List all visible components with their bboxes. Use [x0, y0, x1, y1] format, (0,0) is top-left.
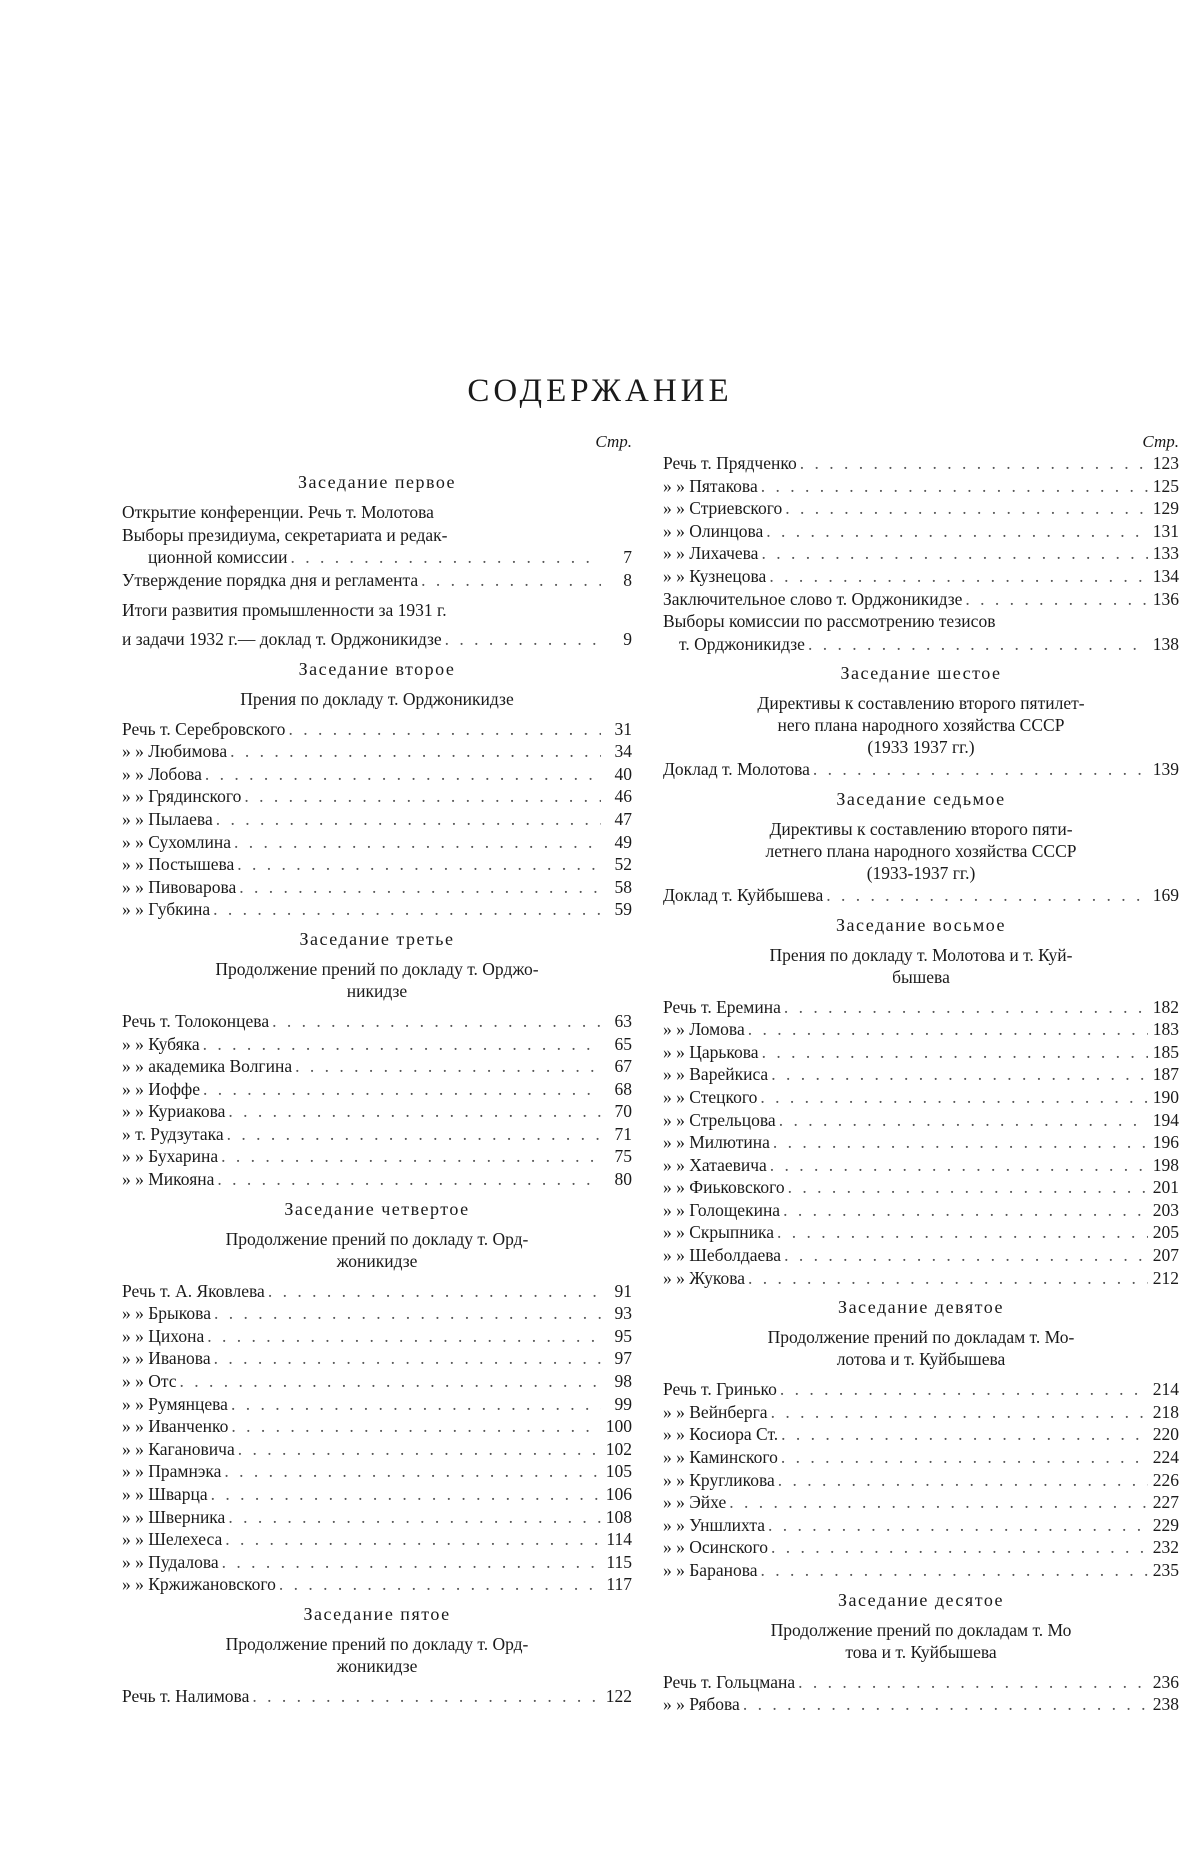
toc-entry-text: » » Вейнберга	[663, 1401, 768, 1422]
toc-entry-page: 93	[614, 1303, 632, 1324]
toc-entry-text: Речь т. Гольцмана	[663, 1671, 796, 1692]
toc-entry	[663, 1176, 1179, 1199]
toc-entry	[663, 452, 1179, 475]
toc-entry	[122, 1100, 632, 1123]
toc-entry-page: 134	[1152, 565, 1179, 586]
toc-entry-text: » » Косиора Ст.	[663, 1424, 779, 1445]
page-column-label: Стр.	[595, 432, 632, 451]
toc-entry-page: 114	[606, 1529, 632, 1550]
toc-entry	[122, 1483, 632, 1506]
toc-entry-page: 183	[1152, 1019, 1179, 1040]
toc-entry-text: ционной комиссии	[148, 547, 288, 568]
toc-entry	[663, 1221, 1179, 1244]
toc-line: Открытие конференции. Речь т. Молотова	[122, 502, 434, 522]
section-heading: Заседание восьмое	[836, 914, 1006, 935]
toc-entry-page: 7	[623, 547, 632, 568]
toc-entry-text: » » Пивоварова	[122, 876, 237, 897]
toc-entry-text: » » Иоффе	[122, 1078, 200, 1099]
toc-entry-page: 49	[614, 831, 632, 852]
toc-entry	[663, 1063, 1179, 1086]
section-heading: Заседание первое	[297, 472, 457, 492]
toc-entry	[122, 808, 632, 831]
toc-entry-page: 203	[1152, 1199, 1179, 1220]
toc-entry-text: Утверждение порядка дня и регламента	[122, 569, 419, 590]
toc-entry	[122, 1551, 632, 1574]
toc-entry	[663, 1154, 1179, 1177]
toc-entry-page: 236	[1152, 1671, 1179, 1692]
toc-entry	[663, 542, 1179, 565]
toc-entry-text: » » Куриакова	[122, 1101, 226, 1122]
section-description-line: него плана народного хозяйства СССР	[777, 715, 1065, 736]
page-column-label: Стр.	[1142, 432, 1179, 451]
toc-entry	[122, 1280, 632, 1303]
toc-entry-text: » » Отс	[122, 1371, 177, 1392]
toc-entry-text: » » Шварца	[122, 1484, 208, 1504]
toc-entry	[122, 1325, 632, 1348]
toc-entry	[663, 633, 1179, 656]
toc-entry-text: » » Микояна	[122, 1169, 215, 1190]
toc-entry-text: » » Иванченко	[122, 1416, 229, 1437]
toc-entry-page: 46	[614, 786, 632, 807]
toc-entry-page: 63	[614, 1010, 632, 1031]
toc-entry	[663, 1378, 1179, 1401]
toc-entry-text: » » Брыкова	[122, 1303, 211, 1324]
section-description-line: (1933 1937 гг.)	[867, 737, 975, 758]
toc-entry-text: » » Каминского	[663, 1447, 778, 1468]
toc-entry-text: » » Лобова	[122, 763, 202, 784]
toc-entry	[122, 1415, 632, 1438]
section-description-line: Прения по докладу т. Молотова и т. Куй-	[769, 944, 1073, 965]
toc-entry-page: 106	[605, 1484, 632, 1504]
toc-entry-page: 47	[614, 808, 632, 829]
toc-entry-page: 71	[614, 1123, 632, 1144]
toc-entry-page: 100	[605, 1416, 632, 1437]
toc-entry-text: » » Хатаевича	[663, 1154, 767, 1175]
toc-entry-page: 214	[1152, 1379, 1179, 1400]
toc-entry-text: » » Сухомлина	[122, 831, 232, 852]
toc-entry	[663, 1514, 1179, 1537]
toc-entry	[663, 1446, 1179, 1469]
toc-entry-page: 40	[614, 763, 632, 784]
toc-entry-text: » » Стрельцова	[663, 1109, 776, 1130]
toc-entry-page: 169	[1152, 884, 1179, 905]
toc-entry	[663, 1423, 1179, 1446]
toc-entry-text: Речь т. А. Яковлева	[122, 1280, 265, 1301]
toc-entry-text: » т. Рудзутака	[122, 1123, 224, 1144]
toc-entry	[122, 1033, 632, 1056]
toc-entry-page: 58	[614, 876, 632, 897]
toc-entry	[122, 763, 632, 786]
toc-entry-text: т. Орджоникидзе	[679, 633, 805, 654]
toc-entry	[663, 1536, 1179, 1559]
toc-entry-page: 97	[614, 1348, 632, 1369]
toc-entry-page: 232	[1152, 1537, 1179, 1558]
toc-entry-text: » » Шверника	[122, 1506, 226, 1527]
section-description-line: Продолжение прений по докладу т. Орд-	[225, 1633, 529, 1654]
toc-entry-text: Речь т. Серебровского	[122, 718, 286, 739]
toc-line: Выборы комиссии по рассмотрению тезисов	[663, 611, 996, 632]
toc-entry-page: 190	[1152, 1086, 1179, 1107]
toc-entry	[663, 1131, 1179, 1154]
section-description-line: никидзе	[346, 980, 408, 1001]
toc-entry-page: 67	[614, 1056, 632, 1077]
toc-entry-text: » » Шелехеса	[122, 1529, 223, 1550]
section-description-line: лотова и т. Куйбышева	[836, 1349, 1006, 1370]
toc-entry	[122, 1685, 632, 1708]
toc-entry	[122, 898, 632, 921]
toc-entry-page: 102	[605, 1438, 632, 1459]
section-heading: Заседание четвертое	[284, 1198, 470, 1219]
toc-entry-text: » » Прамнэка	[122, 1461, 222, 1482]
toc-entry	[122, 1528, 632, 1551]
toc-entry-text: » » Осинского	[663, 1537, 769, 1558]
toc-entry-text: » » Ломова	[663, 1019, 745, 1040]
toc-line: Выборы президиума, секретариата и редак-	[122, 524, 448, 545]
page-title: СОДЕРЖАНИЕ	[467, 373, 733, 409]
toc-entry-text: Речь т. Еремина	[663, 996, 781, 1017]
toc-entry-text: » » Уншлихта	[663, 1514, 765, 1535]
toc-entry-page: 235	[1152, 1560, 1179, 1580]
toc-entry-page: 99	[614, 1393, 632, 1414]
toc-entry	[663, 884, 1179, 907]
toc-entry	[122, 831, 632, 854]
toc-entry-page: 205	[1152, 1222, 1179, 1243]
toc-entry-text: » » Пудалова	[122, 1551, 219, 1572]
section-heading: Заседание девятое	[838, 1297, 1004, 1318]
toc-entry-page: 115	[606, 1551, 632, 1572]
section-description: Прения по докладу т. Орджоникидзе	[240, 688, 514, 709]
toc-entry-page: 65	[614, 1033, 632, 1054]
toc-entry-text: » » Стецкого	[663, 1086, 758, 1107]
toc-entry-page: 182	[1152, 996, 1179, 1017]
toc-entry	[122, 1506, 632, 1529]
section-heading: Заседание десятое	[837, 1589, 1005, 1610]
toc-entry	[663, 520, 1179, 543]
section-heading: Заседание пятое	[303, 1603, 451, 1624]
section-description-line: бышева	[892, 966, 950, 987]
toc-entry-text: » » Кагановича	[122, 1438, 235, 1459]
toc-entry	[122, 1168, 632, 1191]
toc-entry-text: Речь т. Прядченко	[663, 453, 797, 473]
toc-entry-text: » » Фиьковского	[663, 1177, 785, 1198]
toc-entry	[122, 718, 632, 741]
toc-entry	[122, 1010, 632, 1033]
toc-entry-page: 133	[1152, 543, 1179, 564]
toc-column-right	[663, 432, 1179, 1716]
toc-entry-text: Доклад т. Молотова	[663, 759, 810, 780]
toc-entry	[122, 876, 632, 899]
toc-entry-page: 34	[614, 741, 632, 762]
toc-entry	[122, 1460, 632, 1483]
toc-entry-page: 138	[1152, 633, 1179, 654]
toc-entry-page: 229	[1152, 1514, 1179, 1535]
toc-entry-page: 187	[1152, 1064, 1179, 1085]
toc-entry	[663, 1267, 1179, 1290]
toc-entry-text: Заключительное слово т. Орджоникидзе	[663, 588, 963, 609]
toc-entry-text: » » Любимова	[122, 741, 228, 762]
toc-entry-page: 131	[1152, 520, 1179, 541]
toc-entry-text: » » Пятакова	[663, 475, 758, 496]
toc-entry	[122, 853, 632, 876]
toc-entry-page: 105	[605, 1461, 632, 1482]
toc-entry-page: 75	[614, 1146, 632, 1167]
toc-entry	[663, 565, 1179, 588]
toc-entry-page: 198	[1152, 1154, 1179, 1175]
toc-entry-text: » » Баранова	[663, 1560, 758, 1580]
toc-entry	[663, 1693, 1179, 1716]
toc-entry-text: » » Скрыпника	[663, 1222, 775, 1243]
toc-entry	[122, 1393, 632, 1416]
toc-entry-text: » » Грядинского	[122, 786, 242, 807]
toc-entry	[663, 1491, 1179, 1514]
toc-entry	[663, 1559, 1179, 1582]
toc-entry-text: » » Кузнецова	[663, 565, 767, 586]
section-description-line: жоникидзе	[336, 1655, 418, 1676]
toc-entry-text: и задачи 1932 г.— доклад т. Орджоникидзе	[122, 628, 442, 649]
toc-entry-text: Доклад т. Куйбышева	[663, 884, 824, 905]
toc-entry-page: 224	[1152, 1447, 1179, 1468]
toc-entry-page: 95	[614, 1325, 632, 1346]
toc-entry-page: 125	[1152, 475, 1179, 496]
toc-entry-text: Речь т. Толоконцева	[122, 1010, 270, 1031]
toc-entry-page: 227	[1152, 1492, 1179, 1513]
section-description-line: летнего плана народного хозяйства СССР	[765, 840, 1077, 861]
toc-entry-page: 185	[1152, 1041, 1179, 1062]
toc-entry-text: » » Пылаева	[122, 808, 213, 829]
toc-entry	[663, 1244, 1179, 1267]
toc-entry	[663, 996, 1179, 1019]
toc-entry-text: » » Лихачева	[663, 543, 759, 564]
toc-entry-page: 238	[1152, 1694, 1179, 1715]
toc-entry	[122, 1123, 632, 1146]
toc-entry	[122, 1078, 632, 1101]
toc-entry-text: » » Румянцева	[122, 1393, 228, 1414]
toc-entry-text: » » Кубяка	[122, 1033, 200, 1054]
toc-entry	[122, 546, 632, 569]
toc-entry	[663, 1041, 1179, 1064]
toc-entry-page: 218	[1152, 1401, 1179, 1422]
toc-column-left	[122, 432, 632, 1708]
toc-entry-page: 98	[614, 1371, 632, 1392]
toc-entry-text: » » Шеболдаева	[663, 1245, 782, 1266]
toc-entry-text: » » Стриевского	[663, 498, 783, 519]
toc-entry-page: 52	[614, 854, 632, 875]
toc-entry-page: 59	[614, 899, 632, 920]
toc-entry-text: » » Рябова	[663, 1694, 740, 1715]
toc-entry-page: 139	[1152, 759, 1179, 780]
toc-entry	[122, 569, 632, 592]
toc-entry-text: » » Эйхе	[663, 1492, 727, 1513]
section-description-line: Продолжение прений по докладам т. Мо-	[767, 1327, 1075, 1348]
section-description-line: Продолжение прений по докладу т. Орд-	[225, 1228, 529, 1249]
toc-entry-page: 207	[1152, 1245, 1179, 1266]
toc-entry-page: 80	[614, 1169, 632, 1190]
toc-entry	[122, 1438, 632, 1461]
toc-entry-page: 194	[1152, 1109, 1179, 1130]
toc-line: Итоги развития промышленности за 1931 г.	[122, 600, 447, 621]
toc-entry-text: » » академика Волгина	[122, 1056, 293, 1077]
toc-entry-text: » » Царькова	[663, 1041, 759, 1062]
toc-entry-page: 201	[1152, 1177, 1179, 1198]
toc-entry-text: » » Олинцова	[663, 520, 764, 541]
toc-entry	[122, 1573, 632, 1596]
toc-entry	[663, 1018, 1179, 1041]
toc-entry-page: 123	[1152, 453, 1179, 473]
toc-entry	[663, 588, 1179, 611]
toc-entry-text: Речь т. Гринько	[663, 1379, 777, 1400]
toc-entry	[663, 475, 1179, 498]
toc-entry-text: » » Цихона	[122, 1325, 205, 1346]
toc-entry	[663, 1199, 1179, 1222]
toc-entry-page: 117	[606, 1574, 632, 1595]
section-heading: Заседание шестое	[840, 663, 1002, 684]
toc-entry-text: » » Милютина	[663, 1132, 770, 1153]
section-description-line: (1933-1937 гг.)	[866, 862, 976, 883]
toc-entry-text: » » Губкина	[122, 899, 211, 920]
toc-entry-page: 9	[623, 628, 632, 649]
section-description-line: Продолжение прений по докладам т. Мо	[770, 1619, 1072, 1640]
toc-entry-page: 91	[614, 1280, 632, 1301]
toc-entry-page: 136	[1152, 588, 1179, 609]
section-description-line: това и т. Куйбышева	[845, 1641, 997, 1662]
toc-entry-text: » » Жукова	[663, 1267, 745, 1288]
section-description-line: Директивы к составлению второго пяти-	[769, 818, 1073, 839]
toc-entry-page: 212	[1152, 1267, 1179, 1288]
toc-entry	[122, 1145, 632, 1168]
toc-entry-text: » » Иванова	[122, 1348, 211, 1369]
toc-entry	[122, 1347, 632, 1370]
toc-entry-page: 68	[614, 1078, 632, 1099]
toc-entry	[122, 628, 632, 651]
toc-entry	[122, 1302, 632, 1325]
toc-entry	[663, 1671, 1179, 1694]
toc-entry-text: » » Кржижановского	[122, 1574, 276, 1595]
toc-entry	[122, 1370, 632, 1393]
section-description-line: жоникидзе	[336, 1250, 418, 1271]
toc-entry-page: 31	[614, 718, 632, 739]
section-heading: Заседание третье	[299, 928, 455, 949]
toc-entry-page: 108	[605, 1506, 632, 1527]
toc-entry-page: 196	[1152, 1132, 1179, 1153]
toc-entry-page: 220	[1152, 1424, 1179, 1445]
toc-entry-text: » » Варейкиса	[663, 1064, 769, 1085]
toc-entry-text: » » Постышева	[122, 854, 235, 875]
toc-entry-text: » » Бухарина	[122, 1146, 219, 1167]
toc-entry-page: 129	[1152, 498, 1179, 519]
toc-entry	[122, 785, 632, 808]
toc-entry	[663, 1109, 1179, 1132]
section-heading: Заседание второе	[298, 658, 456, 679]
toc-entry-page: 8	[623, 569, 632, 590]
toc-entry	[663, 497, 1179, 520]
toc-entry	[663, 1469, 1179, 1492]
toc-entry-page: 70	[614, 1101, 632, 1122]
toc-entry-text: Речь т. Налимова	[122, 1685, 250, 1706]
toc-entry-text: » » Голощекина	[663, 1199, 781, 1220]
toc-entry	[122, 740, 632, 763]
toc-entry-text: » » Кругликова	[663, 1469, 775, 1490]
section-description-line: Продолжение прений по докладу т. Орджо-	[215, 958, 539, 979]
section-description-line: Директивы к составлению второго пятилет-	[757, 693, 1085, 714]
toc-entry	[122, 1055, 632, 1078]
toc-entry-page: 122	[605, 1685, 632, 1706]
section-heading: Заседание седьмое	[836, 788, 1006, 809]
toc-entry-page: 226	[1152, 1469, 1179, 1490]
toc-entry	[663, 1401, 1179, 1424]
toc-entry	[663, 758, 1179, 781]
toc-entry	[663, 1086, 1179, 1109]
